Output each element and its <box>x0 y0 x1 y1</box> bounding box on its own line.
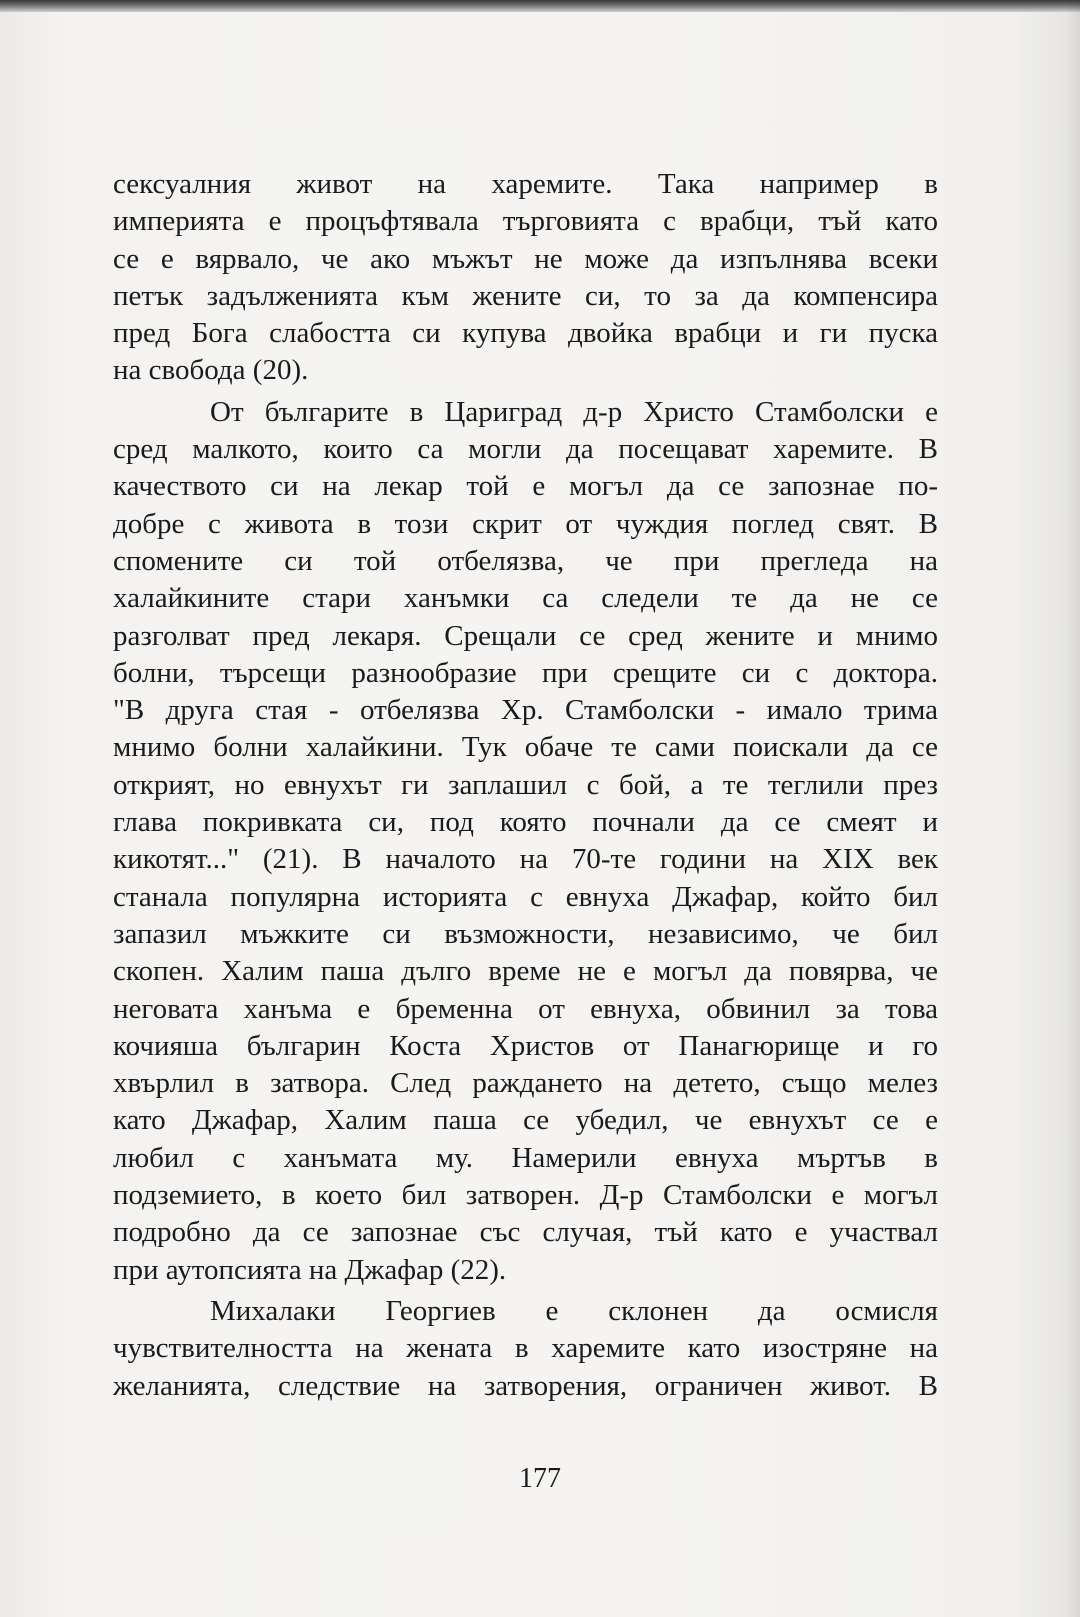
text-line: пред Бога слабостта си купува двойка врабци и ги пуска <box>113 317 938 350</box>
text-line: хвърлил в затвора. След раждането на детето, също мелез <box>113 1067 938 1100</box>
text-line: добре с живота в този скрит от чуждия поглед свят. В <box>113 507 938 540</box>
text-line: се е вярвало, че ако мъжът не може да изпълнява всеки <box>113 242 938 275</box>
text-line: желанията, следствие на затворения, ограничен живот. В <box>113 1369 938 1402</box>
page-number: 177 <box>519 1463 561 1494</box>
text-line: петък задълженията към жените си, то за да компенсира <box>113 279 938 312</box>
text-line: като Джафар, Халим паша се убедил, че евнухът се е <box>113 1104 938 1137</box>
body-text <box>113 166 938 1405</box>
text-line: сексуалния живот на харемите. Така например в <box>113 168 938 200</box>
text-line: подробно да се запознае със случая, тъй като е участвал <box>113 1216 938 1249</box>
text-line: кочияша българин Коста Христов от Панагюрище и го <box>113 1029 938 1062</box>
text-line: болни, търсещи разнообразие при срещите си с доктора. <box>113 656 938 689</box>
text-line: станала популярна историята с евнуха Джафар, който бил <box>113 880 938 913</box>
text-line: неговата ханъма е бременна от евнуха, обвинил за това <box>113 992 938 1025</box>
text-line: скопен. Халим паша дълго време не е могъл да повярва, че <box>113 955 938 988</box>
text-line: "В друга стая - отбелязва Хр. Стамболски - имало трима <box>113 694 938 727</box>
text-line: сред малкото, които са могли да посещават харемите. В <box>113 433 938 466</box>
text-line: разголват пред лекаря. Срещали се сред жените и мнимо <box>113 619 938 652</box>
text-line: при аутопсията на Джафар (22). <box>113 1253 507 1286</box>
text-line: качеството си на лекар той е могъл да се запознае по- <box>113 470 938 503</box>
text-line: кикотят..." (21). В началото на 70-те години на XIX век <box>113 843 938 876</box>
text-line: халайкините стари ханъмки са следели те да не се <box>113 582 938 615</box>
page-right-shadow <box>1066 0 1080 1617</box>
text-line: открият, но евнухът ги заплашил с бой, а те теглили през <box>113 768 938 801</box>
scan-top-edge <box>0 0 1080 12</box>
text-line: на свобода (20). <box>113 354 309 387</box>
text-line: любил с ханъмата му. Намерили евнуха мъртъв в <box>113 1141 938 1174</box>
text-line: глава покривката си, под която почнали да се смеят и <box>113 806 938 839</box>
text-line: запазил мъжките си възможности, независимо, че бил <box>113 917 938 950</box>
text-line: империята е процъфтявала търговията с врабци, тъй като <box>113 205 938 238</box>
text-line: От българите в Цариград д-р Христо Стамболски е <box>210 395 938 428</box>
text-line: подземието, в което бил затворен. Д-р Стамболски е могъл <box>113 1179 938 1212</box>
text-line: спомените си той отбелязва, че при прегледа на <box>113 544 938 577</box>
text-line: Михалаки Георгиев е склонен да осмисля <box>210 1294 938 1327</box>
text-line: чувствителността на жената в харемите като изостряне на <box>113 1332 938 1365</box>
text-line: мнимо болни халайкини. Тук обаче те сами поискали да се <box>113 731 938 764</box>
